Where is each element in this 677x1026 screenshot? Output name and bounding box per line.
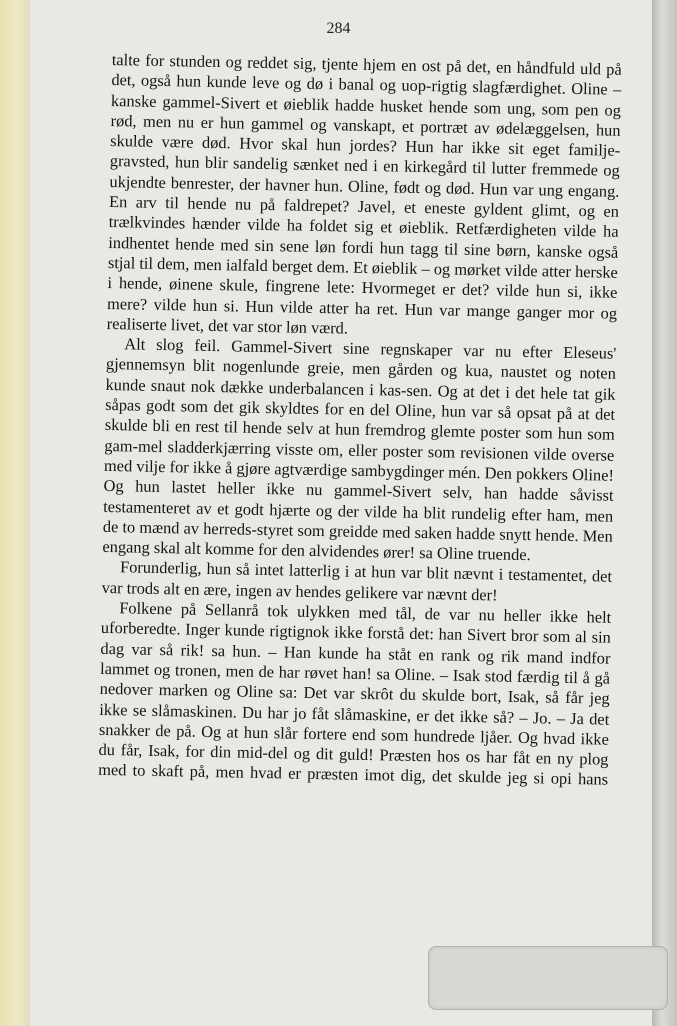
page-marker-tab xyxy=(428,946,668,1010)
paragraph-1: talte for stunden og reddet sig, tjente hjem en ost på det, en håndfuld uld på det, også hun kunde leve og dø i banal og uop-rigtig slagfærdighet. Oline – kanske gammel-Sivert et øieblik hadde husket hende som ung, som pen og rød, men nu er hun gammel og vanskapt, et portræt av ødelæggelsen, hun skulde være død. Hvor skal hun jordes? Hun har ikke sit eget familje-gravsted, hun blir sandelig sænket ned i en kirkegård til lutter fremmede og ukjendte benrester, der havner hun. Oline, født og død. Hun var ung engang. En arv til hende nu på faldrepet? Javel, et eneste gyldent glimt, og en trælkvindes hænder vilde ha foldet sig et øieblik. Retfærdigheten vilde ha indhentet hende med sin sene løn fordi hun tagg til sine børn, kanske også stjal til dem, men ialfald berget dem. Et øieblik – og mørket vilde atter herske i hende, øinene skule, fingrene lete: Hvormeget er det? vilde hun si, ikke mere? vilde hun si. Hun vilde atter ha ret. Hun var mange ganger mor og realiserte livet, det var stor løn værd. xyxy=(106,50,622,338)
body-text xyxy=(98,50,622,790)
book-page-edge-right xyxy=(652,0,677,1026)
paragraph-2: Alt slog feil. Gammel-Sivert sine regnskaper var nu efter Eleseus' gjennemsyn blit nogenlunde greie, men gården og kua, naustet og noten kunde snaut nok dække underbalancen i kas-sen. Og at det i det hele tat gik såpas godt som det gik skyldtes for en del Oline, hun var så opsat på at det skulde bli en rest til hende selv at hun fremdrog glemte poster som hun som gam-mel sladderkjærring visste om, eller poster som revisionen vilde overse med vilje for ikke å gjøre agtværdige sambygdinger mén. Den pokkers Oline! Og hun lastet heller ikke nu gammel-Sivert selv, han hadde såvisst testamenteret av et godt hjærte og der vilde ha blit rundelig efter ham, men de to mænd av herreds-styret som greidde med saken hadde snytt hende. Men engang skal alt komme for den alvidendes ører! sa Oline truende. xyxy=(102,334,617,565)
book-gutter-left xyxy=(0,0,30,1026)
page-number: 284 xyxy=(326,20,351,37)
paragraph-3: Forunderlig, hun så intet latterlig i at hun var blit nævnt i testamentet, det var trods alt en ære, ingen av hendes gelikere var nævnt der! xyxy=(101,557,613,605)
paragraph-4: Folkene på Sellanrå tok ulykken med tål, de var nu heller ikke helt uforberedte. Inger kunde rigtignok ikke forstå det: han Sivert bror som al sin dag var så rik! sa hun. – Han kunde ha ståt en rank og rik mand indfor lammet og tronen, men de har røvet han! sa Oline. – Isak stod færdig til å gå nedover marken og Oline sa: Det var skrôt du skulde bort, Isak, så får jeg ikke se slåmaskinen. Du har jo fåt slåmaskine, er det ikke så? – Jo. – Ja det snakker de på. Og at hun slår fortere end som hundrede ljåer. Og hvad ikke du får, Isak, for din mid-del og dit guld! Præsten hos os har fåt en ny plog med to skaft på, men hvad er præsten imot dig, det skulde jeg si opi hans xyxy=(97,598,612,790)
